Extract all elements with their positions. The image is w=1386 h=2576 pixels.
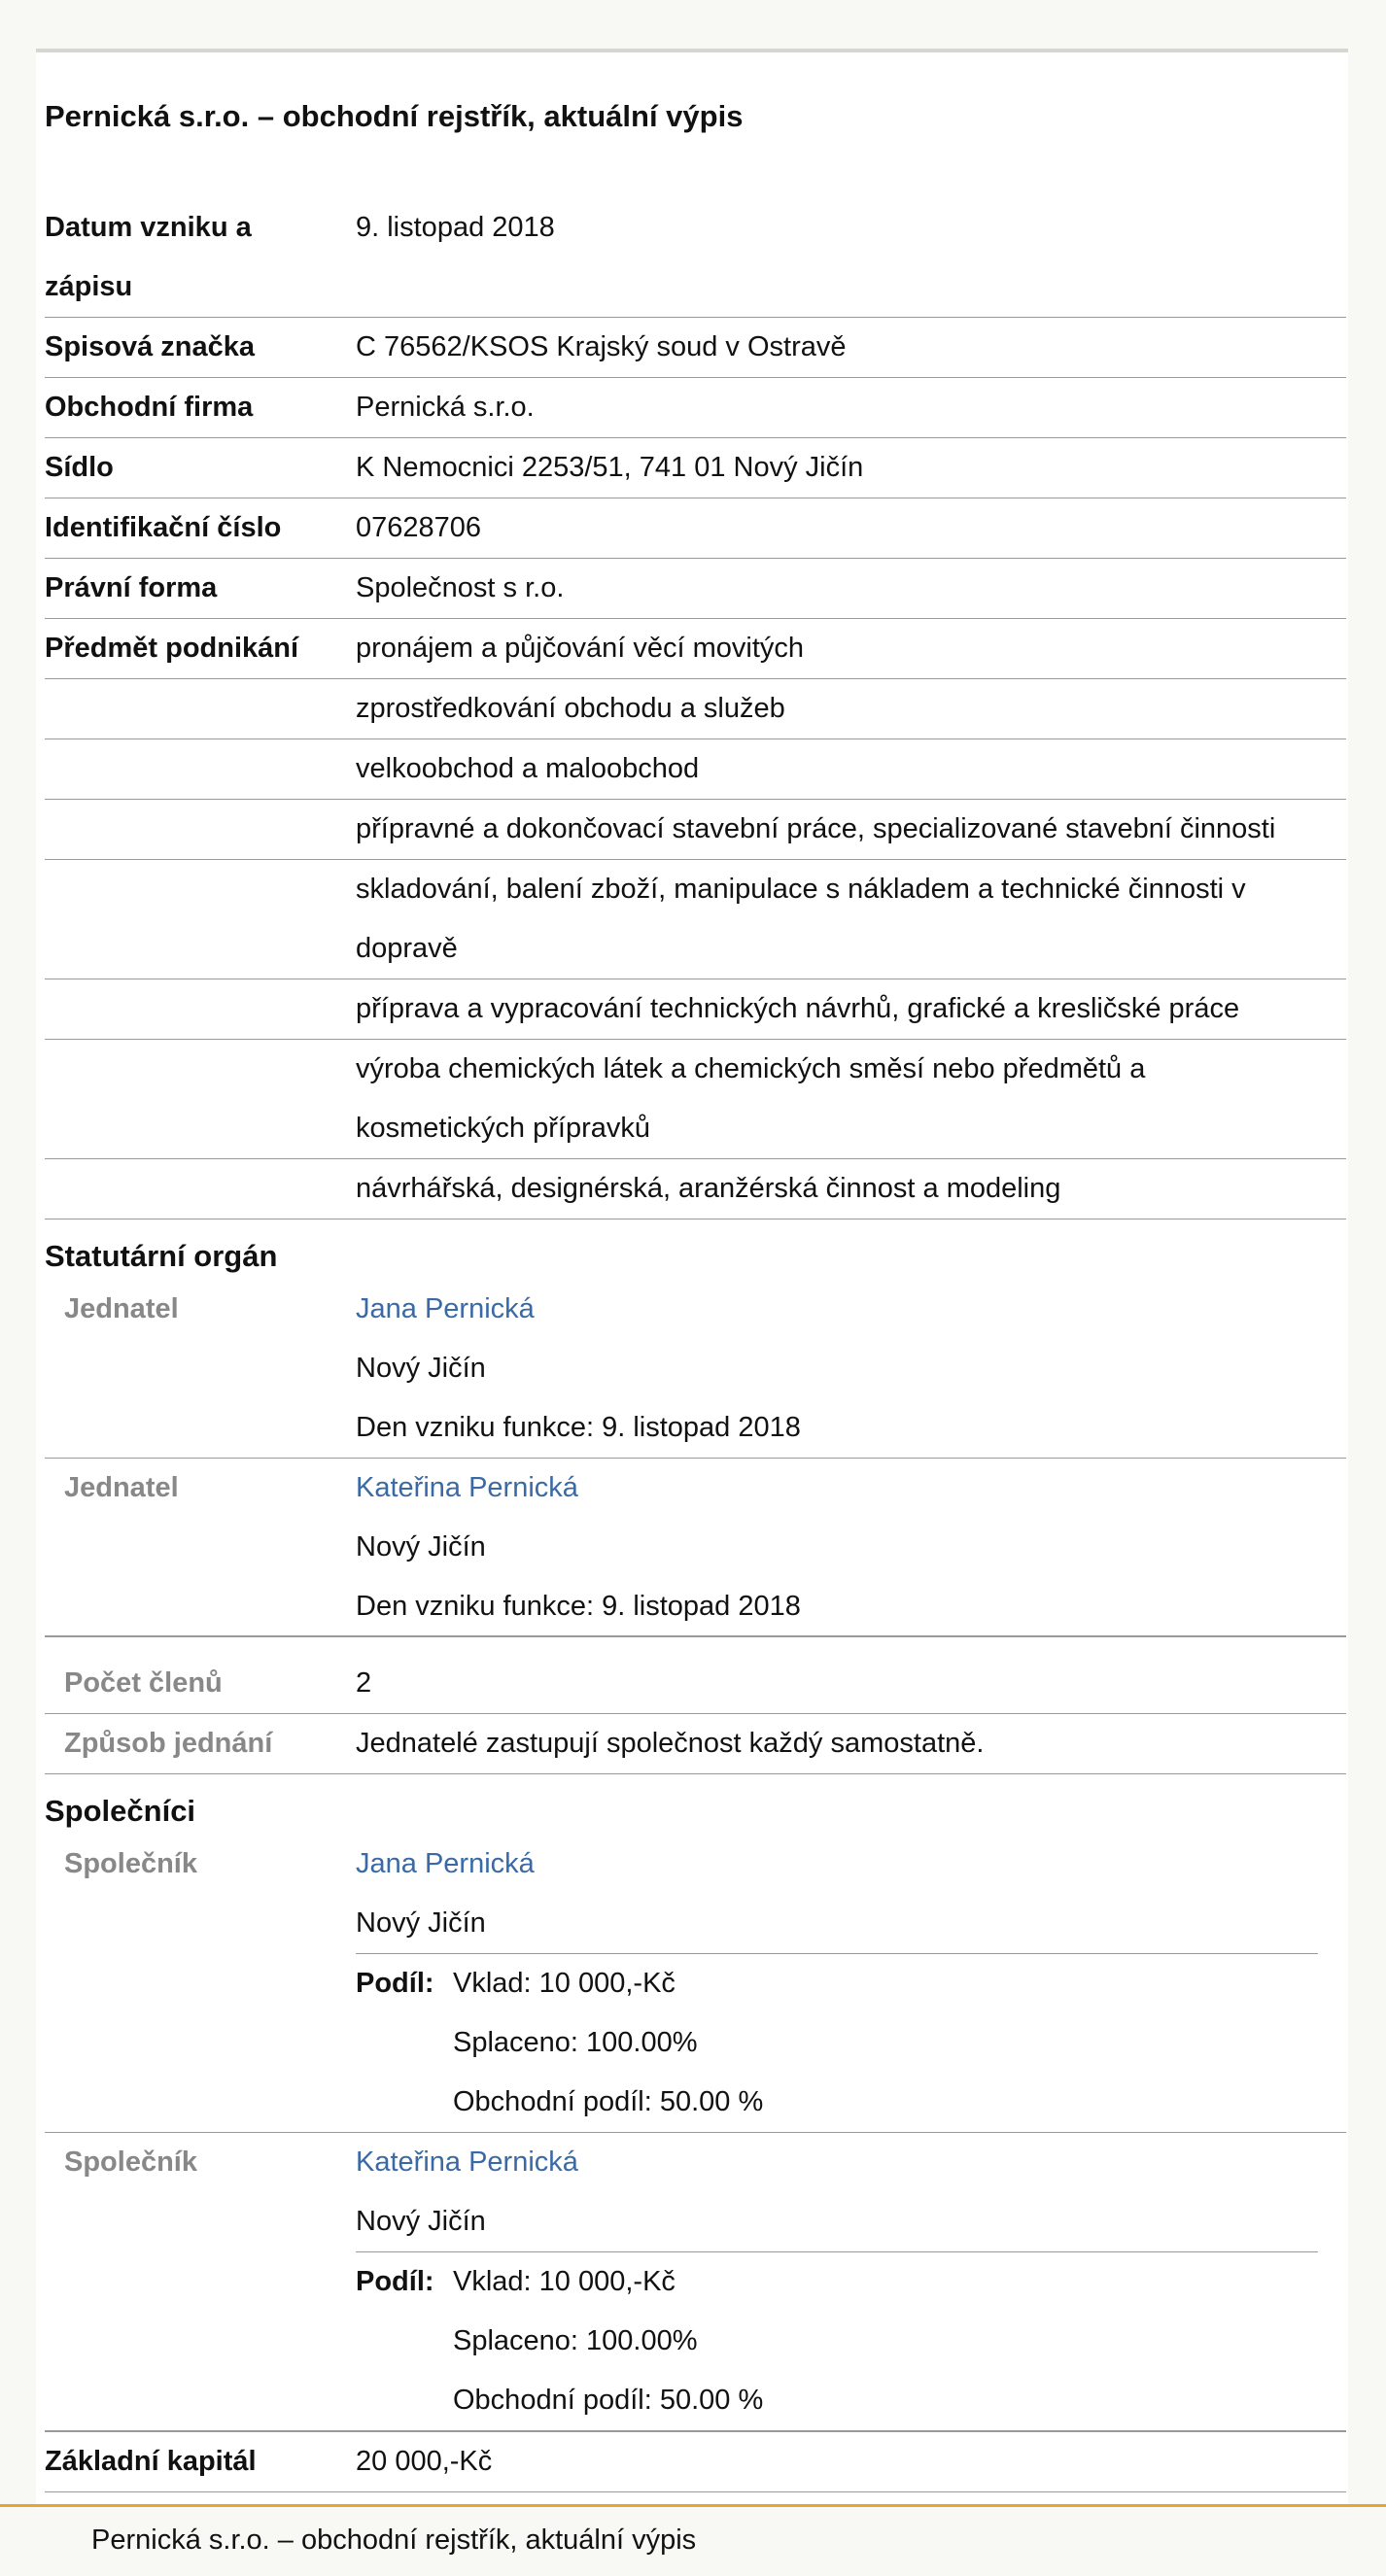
row-datum xyxy=(45,198,1346,318)
podil-label: Podíl: xyxy=(356,2266,434,2297)
row-predmet-6 xyxy=(45,979,1346,1040)
person-link[interactable]: Kateřina Pernická xyxy=(356,2147,578,2178)
zpusob-value: Jednatelé zastupují společnost každý samostatně. xyxy=(356,1728,985,1759)
spolecnik-1 xyxy=(45,1835,1346,2133)
podil-label: Podíl: xyxy=(356,1968,434,1999)
vklad-value: Vklad: 10 000,-Kč xyxy=(453,1968,676,1999)
row-predmet-5 xyxy=(45,860,1346,979)
footer-title: Pernická s.r.o. – obchodní rejstřík, aktuální výpis xyxy=(91,2524,697,2556)
splaceno-value: Splaceno: 100.00% xyxy=(453,2325,698,2356)
ic-label: Identifikační číslo xyxy=(45,512,282,543)
person-link[interactable]: Kateřina Pernická xyxy=(356,1472,578,1503)
row-firma xyxy=(45,378,1346,438)
statutarni-member-1 xyxy=(45,1280,1346,1459)
row-predmet-3 xyxy=(45,739,1346,800)
person-since: Den vzniku funkce: 9. listopad 2018 xyxy=(356,1591,801,1622)
person-link[interactable]: Jana Pernická xyxy=(356,1848,535,1879)
row-sidlo xyxy=(45,438,1346,498)
predmet-label: Předmět podnikání xyxy=(45,633,299,664)
predmet-item: skladování, balení zboží, manipulace s nákladem a technické činnosti v dopravě xyxy=(356,874,1246,964)
statutarni-member-2 xyxy=(45,1459,1346,1637)
row-pocet xyxy=(45,1635,1346,1714)
obchodni-podil-value: Obchodní podíl: 50.00 % xyxy=(453,2385,764,2416)
sidlo-value: K Nemocnici 2253/51, 741 01 Nový Jičín xyxy=(356,452,864,483)
predmet-item: pronájem a půjčování věcí movitých xyxy=(356,633,804,664)
obchodni-podil-value: Obchodní podíl: 50.00 % xyxy=(453,2086,764,2117)
pocet-value: 2 xyxy=(356,1667,372,1699)
section-statutarni-heading: Statutární orgán xyxy=(45,1239,278,1273)
row-predmet-7 xyxy=(45,1040,1346,1159)
person-link[interactable]: Jana Pernická xyxy=(356,1293,535,1324)
pocet-label: Počet členů xyxy=(64,1667,223,1699)
row-forma xyxy=(45,559,1346,619)
predmet-item: zprostředkování obchodu a služeb xyxy=(356,693,785,724)
member-role: Jednatel xyxy=(64,1472,179,1503)
kapital-label: Základní kapitál xyxy=(45,2446,257,2477)
row-predmet-1 xyxy=(45,619,1346,679)
datum-value: 9. listopad 2018 xyxy=(356,212,555,243)
row-predmet-8 xyxy=(45,1159,1346,1219)
section-spolecnici-heading: Společníci xyxy=(45,1794,196,1828)
forma-value: Společnost s r.o. xyxy=(356,572,565,603)
ic-value: 07628706 xyxy=(356,512,482,543)
person-city: Nový Jičín xyxy=(356,2206,486,2237)
member-role: Jednatel xyxy=(64,1293,179,1324)
forma-label: Právní forma xyxy=(45,572,218,603)
page-footer xyxy=(0,2504,1386,2576)
podil-block xyxy=(356,2252,1346,2430)
spolecnik-2 xyxy=(45,2133,1346,2431)
page-title: Pernická s.r.o. – obchodní rejstřík, aktuální výpis xyxy=(45,99,744,133)
spis-value: C 76562/KSOS Krajský soud v Ostravě xyxy=(356,331,847,362)
row-kapital xyxy=(45,2431,1346,2492)
spis-label: Spisová značka xyxy=(45,331,255,362)
podil-block xyxy=(356,1954,1346,2132)
row-predmet-2 xyxy=(45,679,1346,739)
row-predmet-4 xyxy=(45,800,1346,860)
person-city: Nový Jičín xyxy=(356,1531,486,1563)
register-table xyxy=(45,198,1346,2492)
row-zpusob xyxy=(45,1714,1346,1774)
kapital-value: 20 000,-Kč xyxy=(356,2446,493,2477)
predmet-item: výroba chemických látek a chemických směsí nebo předmětů a kosmetických přípravků xyxy=(356,1053,1146,1144)
predmet-item: velkoobchod a maloobchod xyxy=(356,753,700,784)
zpusob-label: Způsob jednání xyxy=(64,1728,273,1759)
member-role: Společník xyxy=(64,1848,197,1879)
datum-label: Datum vzniku a zápisu xyxy=(45,212,252,302)
person-since: Den vzniku funkce: 9. listopad 2018 xyxy=(356,1412,801,1443)
register-sheet xyxy=(36,49,1348,2511)
predmet-item: návrhářská, designérská, aranžérská činnost a modeling xyxy=(356,1173,1061,1204)
row-ic xyxy=(45,498,1346,559)
firma-label: Obchodní firma xyxy=(45,392,254,423)
vklad-value: Vklad: 10 000,-Kč xyxy=(453,2266,676,2297)
splaceno-value: Splaceno: 100.00% xyxy=(453,2027,698,2058)
predmet-item: přípravné a dokončovací stavební práce, specializované stavební činnosti xyxy=(356,813,1276,844)
person-city: Nový Jičín xyxy=(356,1353,486,1384)
person-city: Nový Jičín xyxy=(356,1907,486,1939)
member-role: Společník xyxy=(64,2147,197,2178)
firma-value: Pernická s.r.o. xyxy=(356,392,535,423)
row-spis xyxy=(45,318,1346,378)
sidlo-label: Sídlo xyxy=(45,452,114,483)
predmet-item: příprava a vypracování technických návrhů, grafické a kresličské práce xyxy=(356,993,1240,1024)
